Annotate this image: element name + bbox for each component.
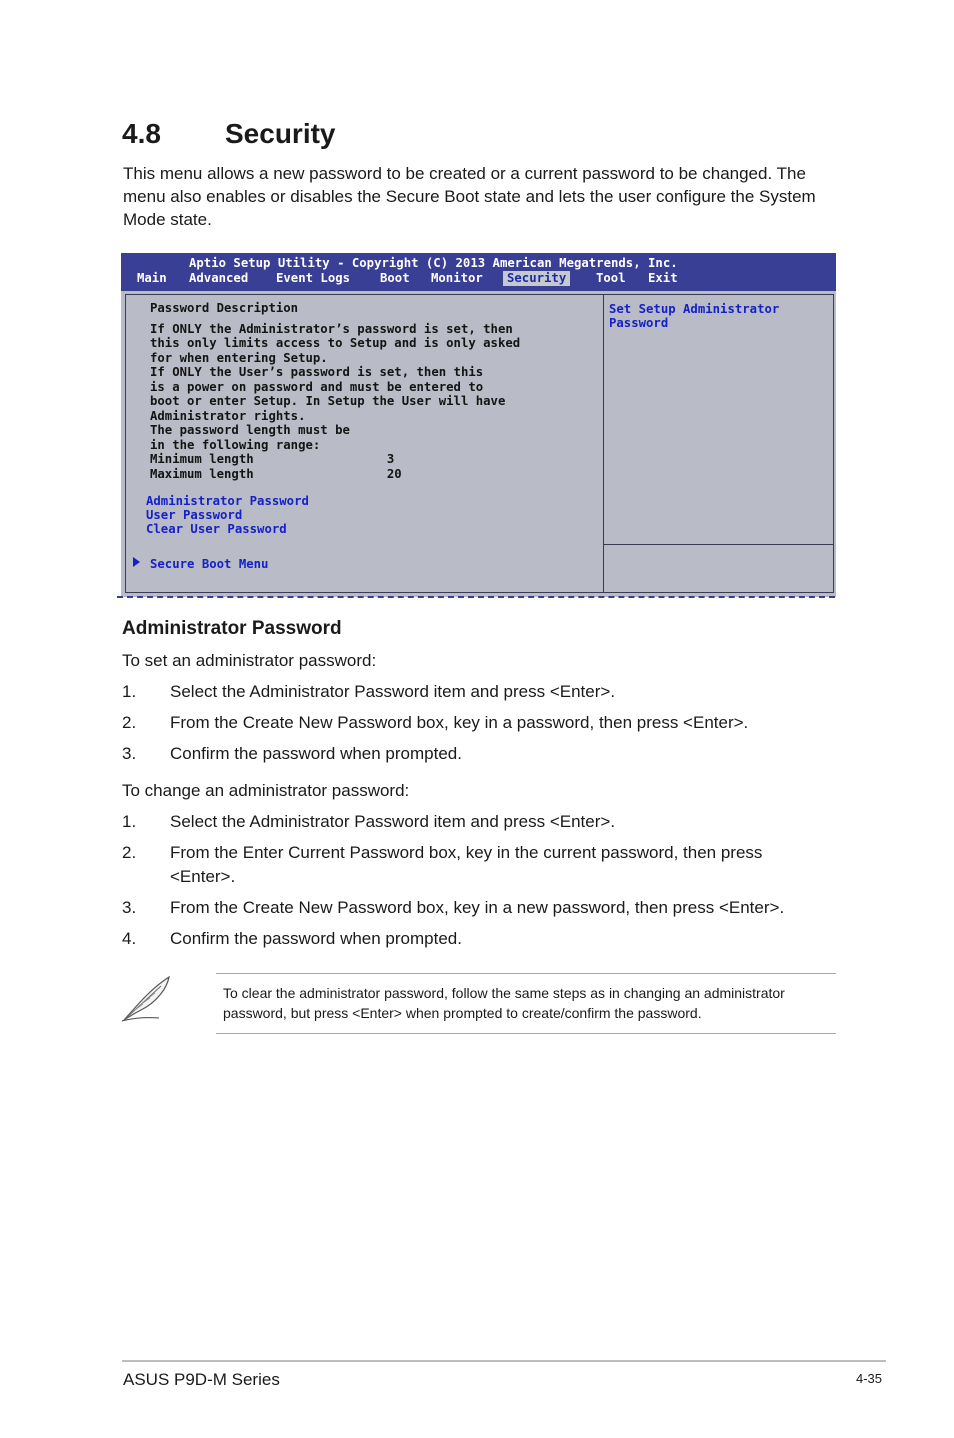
password-description-line: for when entering Setup.	[150, 350, 328, 365]
bios-menu-exit[interactable]: Exit	[648, 271, 678, 285]
bios-menu-event-logs[interactable]: Event Logs	[276, 271, 351, 285]
footer-rule	[122, 1360, 886, 1362]
note-top-rule	[216, 973, 836, 974]
intro-paragraph: This menu allows a new password to be created or a current password to be changed. The menu also enables or disables the Secure Boot state and lets the user configure the System Mode state.	[123, 164, 816, 229]
change-step-number: 3.	[122, 898, 137, 917]
administrator-password-item[interactable]: Administrator Password	[146, 494, 309, 508]
set-step-number: 3.	[122, 744, 137, 763]
bios-menu-main[interactable]: Main	[137, 271, 167, 285]
password-description-line: Maximum length 20	[150, 466, 402, 481]
change-step-text: From the Create New Password box, key in a new password, then press <Enter>.	[170, 898, 785, 917]
bios-screenshot	[121, 253, 836, 597]
password-description-line: Administrator rights.	[150, 408, 306, 423]
footer-page-number: 4-35	[856, 1371, 883, 1386]
password-description-line: If ONLY the Administrator’s password is set, then	[150, 321, 513, 336]
change-step-number: 4.	[122, 929, 137, 948]
bios-menu-advanced[interactable]: Advanced	[189, 271, 249, 285]
password-description-line: is a power on password and must be entered to	[150, 379, 484, 394]
set-step-number: 2.	[122, 713, 137, 732]
password-description	[150, 301, 520, 481]
bios-help-text: Set Setup Administrator Password	[609, 302, 780, 330]
secure-boot-menu-item[interactable]: Secure Boot Menu	[150, 557, 269, 571]
change-step-text: Confirm the password when prompted.	[170, 929, 462, 948]
bios-menu-monitor[interactable]: Monitor	[431, 271, 483, 285]
password-description-line: boot or enter Setup. In Setup the User will have	[150, 394, 506, 408]
set-password-intro: To set an administrator password:	[122, 651, 377, 670]
submenu-arrow-icon	[133, 557, 140, 567]
bios-menu-tool[interactable]: Tool	[596, 271, 626, 285]
set-step-number: 1.	[122, 682, 137, 701]
bios-header	[121, 253, 836, 291]
change-step-number: 1.	[122, 812, 137, 831]
set-step-text: Confirm the password when prompted.	[170, 744, 462, 763]
password-description-line: in the following range:	[150, 437, 321, 452]
change-password-intro: To change an administrator password:	[122, 781, 410, 800]
user-password-item[interactable]: User Password	[146, 508, 243, 522]
password-description-line: this only limits access to Setup and is only asked	[150, 336, 521, 350]
change-step-text-continued: <Enter>.	[170, 867, 236, 886]
section-number: 4.8	[122, 118, 161, 149]
password-description-line: Minimum length 3	[150, 452, 395, 466]
bios-title: Aptio Setup Utility - Copyright (C) 2013 American Megatrends, Inc.	[189, 256, 678, 270]
section-title	[122, 118, 336, 150]
password-description-line: If ONLY the User’s password is set, then this	[150, 365, 484, 379]
bios-panel-divider	[603, 295, 604, 592]
section-title-text: Security	[225, 118, 336, 149]
clear-user-password-item[interactable]: Clear User Password	[146, 522, 287, 536]
change-step-number: 2.	[122, 843, 137, 862]
feather-pen-icon	[121, 974, 173, 1024]
bios-body	[125, 294, 834, 593]
bios-menu-security[interactable]: Security	[503, 271, 570, 286]
set-step-text: Select the Administrator Password item and press <Enter>.	[170, 682, 616, 701]
footer-product-name: ASUS P9D-M Series	[123, 1370, 280, 1389]
password-description-line: Password Description	[150, 301, 299, 315]
change-step-text: Select the Administrator Password item and press <Enter>.	[170, 812, 616, 831]
dashed-divider	[117, 596, 835, 598]
note-bottom-rule	[216, 1033, 836, 1034]
change-step-text: From the Enter Current Password box, key in the current password, then press	[170, 843, 763, 862]
set-step-text: From the Create New Password box, key in a password, then press <Enter>.	[170, 713, 749, 732]
bios-help-divider	[604, 544, 833, 545]
note-text: To clear the administrator password, follow the same steps as in changing an administrator password, but press <Enter> when prompted to create/confirm the password.	[223, 985, 785, 1021]
password-description-line: The password length must be	[150, 423, 350, 437]
administrator-password-heading: Administrator Password	[122, 618, 342, 639]
bios-menu-boot[interactable]: Boot	[380, 271, 410, 285]
